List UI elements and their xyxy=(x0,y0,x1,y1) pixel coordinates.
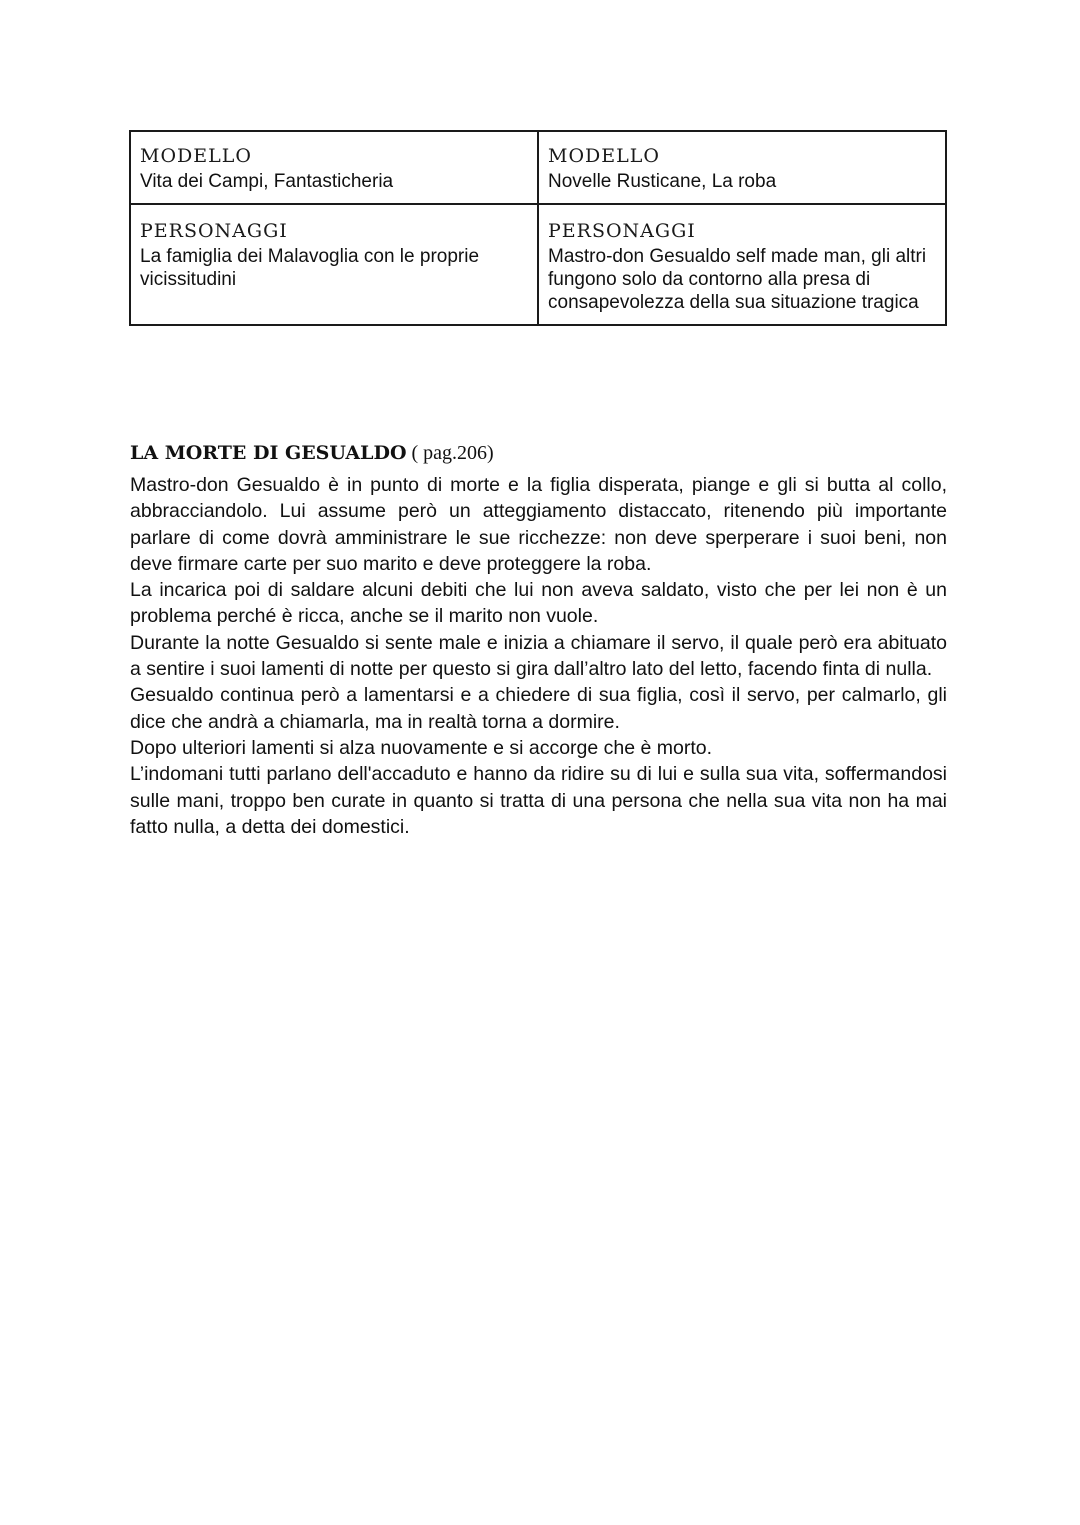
paragraph: Durante la notte Gesualdo si sente male e inizia a chiamare il servo, il quale però era abituato a sentire i suoi lamenti di notte per questo si gira dall’altro lato del letto, facendo finta di nulla. xyxy=(130,631,947,681)
paragraph: Dopo ulteriori lamenti si alza nuovamente e si accorge che è morto. xyxy=(130,736,713,759)
table-row xyxy=(130,204,946,325)
section-heading xyxy=(130,438,947,468)
cell-value: Novelle Rusticane, La roba xyxy=(548,171,777,192)
paragraph: Gesualdo continua però a lamentarsi e a chiedere di sua figlia, così il servo, per calmarlo, gli dice che andrà a chiamarla, ma in realtà torna a dormire. xyxy=(130,684,947,733)
paragraph: Mastro-don Gesualdo è in punto di morte e la figlia disperata, piange e gli si butta al collo, abbracciandolo. Lui assume però un atteggiamento distaccato, ritenendo più importante parlare di come dovrà amministrare le sue ricchezze: non deve sperperare i suoi beni, non deve firmare carte per suo marito e deve proteggere la roba. xyxy=(130,474,947,575)
cell-value: Vita dei Campi, Fantasticheria xyxy=(140,171,394,192)
table-row xyxy=(130,131,946,204)
cell-value: La famiglia dei Malavoglia con le proprie vicissitudini xyxy=(140,246,480,290)
page-reference: ( pag.206) xyxy=(406,442,494,464)
table-cell-right xyxy=(538,131,946,204)
comparison-table xyxy=(129,130,947,326)
cell-label: MODELLO xyxy=(548,145,660,167)
paragraph: L’indomani tutti parlano dell'accaduto e hanno da ridire su di lui e sulla sua vita, soffermandosi sulle mani, troppo ben curate in quanto si tratta di una persona che nella sua vita non ha mai fatto nulla, a detta dei domestici. xyxy=(130,763,947,838)
section-la-morte-di-gesualdo xyxy=(130,438,947,840)
table-cell-left xyxy=(130,204,538,325)
cell-label: PERSONAGGI xyxy=(548,220,696,242)
table-cell-right xyxy=(538,204,946,325)
paragraph: La incarica poi di saldare alcuni debiti che lui non aveva saldato, visto che per lei non è un problema perché è ricca, anche se il marito non vuole. xyxy=(130,579,947,628)
cell-label: PERSONAGGI xyxy=(140,220,288,242)
table-cell-left xyxy=(130,131,538,204)
cell-value: Mastro-don Gesualdo self made man, gli altri fungono solo da contorno alla presa di consapevolezza della sua situazione tragica xyxy=(548,246,927,313)
cell-label: MODELLO xyxy=(140,145,252,167)
section-title: LA MORTE DI GESUALDO xyxy=(130,442,407,464)
